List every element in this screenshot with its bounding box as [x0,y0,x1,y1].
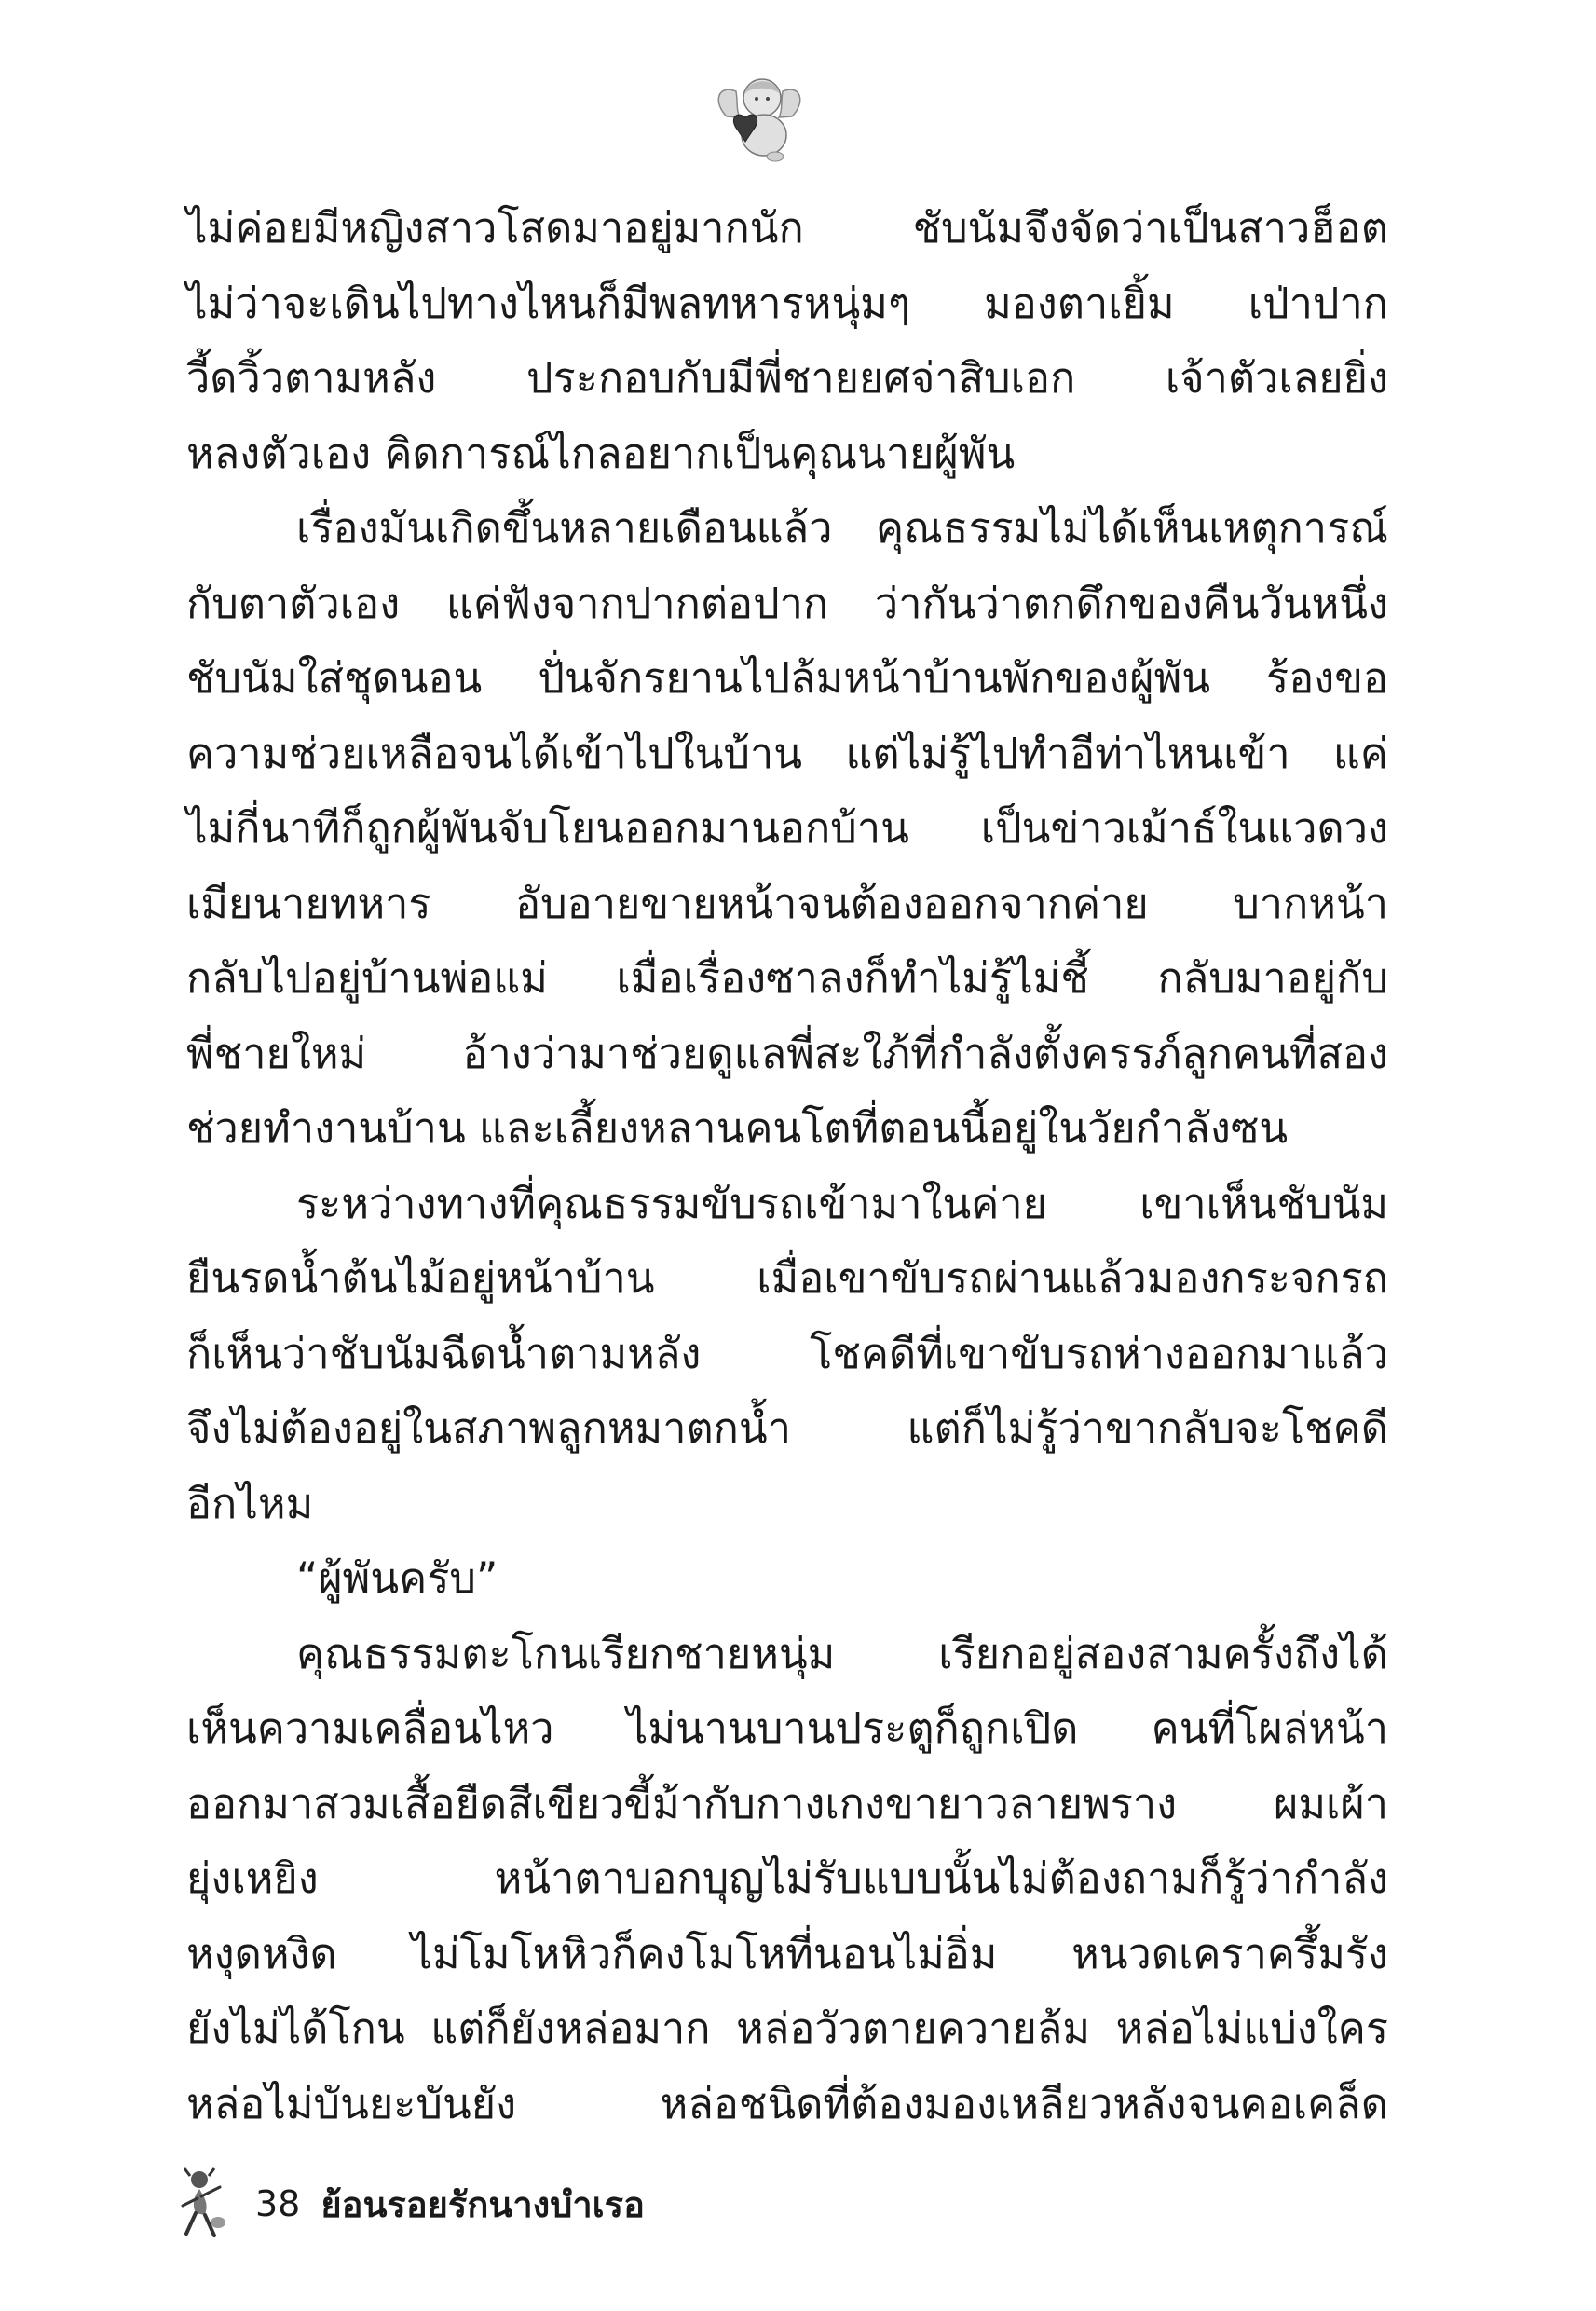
text-line: เรื่องมันเกิดขึ้นหลายเดือนแล้ว คุณธรรมไม่ได้เห็นเหตุการณ์ [296,503,1388,553]
text-line: เมียนายทหาร อับอายขายหน้าจนต้องออกจากค่าย บากหน้า [186,878,1388,928]
text-line: ก็เห็นว่าชับนัมฉีดน้ำตามหลัง โชคดีที่เขาขับรถห่างออกมาแล้ว [186,1328,1388,1378]
text-line: ไม่ว่าจะเดินไปทางไหนก็มีพลทหารหนุ่มๆ มองตาเยิ้ม เป่าปาก [186,278,1388,328]
text-line: ความช่วยเหลือจนได้เข้าไปในบ้าน แต่ไม่รู้ไปทำอีท่าไหนเข้า แค่ [186,728,1388,778]
page-footer [177,2167,645,2241]
text-line: ไม่ค่อยมีหญิงสาวโสดมาอยู่มากนัก ชับนัมจึงจัดว่าเป็นสาวฮ็อต [186,203,1388,253]
text-line: พี่ชายใหม่ อ้างว่ามาช่วยดูแลพี่สะใภ้ที่กำลังตั้งครรภ์ลูกคนที่สอง [186,1028,1388,1078]
text-line: อีกไหม [186,1478,314,1528]
text-line: ไม่กี่นาทีก็ถูกผู้พันจับโยนออกมานอกบ้าน เป็นข่าวเม้าธ์ในแวดวง [186,803,1388,853]
text-line: คุณธรรมตะโกนเรียกชายหนุ่ม เรียกอยู่สองสามครั้งถึงได้ [296,1628,1388,1678]
text-line: ออกมาสวมเสื้อยืดสีเขียวขี้ม้ากับกางเกงขายาวลายพราง ผมเผ้า [186,1778,1388,1828]
text-line: หล่อไม่บันยะบันยัง หล่อชนิดที่ต้องมองเหลียวหลังจนคอเคล็ด [186,2078,1388,2128]
text-line: ชับนัมใส่ชุดนอน ปั่นจักรยานไปล้มหน้าบ้านพักของผู้พัน ร้องขอ [186,653,1388,703]
text-line: ยังไม่ได้โกน แต่ก็ยังหล่อมาก หล่อวัวตายควายล้ม หล่อไม่แบ่งใคร [186,2003,1388,2053]
book-title: ย้อนรอยรักนางบำเรอ [321,2183,645,2225]
text-line: หลงตัวเอง คิดการณ์ไกลอยากเป็นคุณนายผู้พัน [186,428,1016,478]
text-line: เห็นความเคลื่อนไหว ไม่นานบานประตูก็ถูกเปิด คนที่โผล่หน้า [186,1703,1388,1753]
text-line: “ผู้พันครับ” [296,1553,498,1603]
text-line: ยืนรดน้ำต้นไม้อยู่หน้าบ้าน เมื่อเขาขับรถผ่านแล้วมองกระจกรถ [186,1253,1388,1303]
text-line: กลับไปอยู่บ้านพ่อแม่ เมื่อเรื่องซาลงก็ทำไม่รู้ไม่ชี้ กลับมาอยู่กับ [186,953,1388,1003]
text-line: ยุ่งเหยิง หน้าตาบอกบุญไม่รับแบบนั้นไม่ต้องถามก็รู้ว่ากำลัง [186,1853,1388,1903]
page-number: 38 [255,2183,301,2224]
text-line: วี้ดวิ้วตามหลัง ประกอบกับมีพี่ชายยศจ่าสิบเอก เจ้าตัวเลยยิ่ง [186,353,1388,403]
dancing-figure-icon [177,2167,233,2241]
body-text [186,191,1388,2141]
cherub-holding-heart-icon [708,65,811,168]
text-line: หงุดหงิด ไม่โมโหหิวก็คงโมโหที่นอนไม่อิ่ม หนวดเคราครึ้มรัง [186,1928,1388,1978]
text-line: จึงไม่ต้องอยู่ในสภาพลูกหมาตกน้ำ แต่ก็ไม่รู้ว่าขากลับจะโชคดี [186,1403,1388,1453]
text-line: ช่วยทำงานบ้าน และเลี้ยงหลานคนโตที่ตอนนี้อยู่ในวัยกำลังซน [186,1103,1289,1153]
text-line: ระหว่างทางที่คุณธรรมขับรถเข้ามาในค่าย เขาเห็นชับนัม [296,1178,1388,1228]
text-line: กับตาตัวเอง แค่ฟังจากปากต่อปาก ว่ากันว่าตกดึกของคืนวันหนึ่ง [186,578,1388,628]
